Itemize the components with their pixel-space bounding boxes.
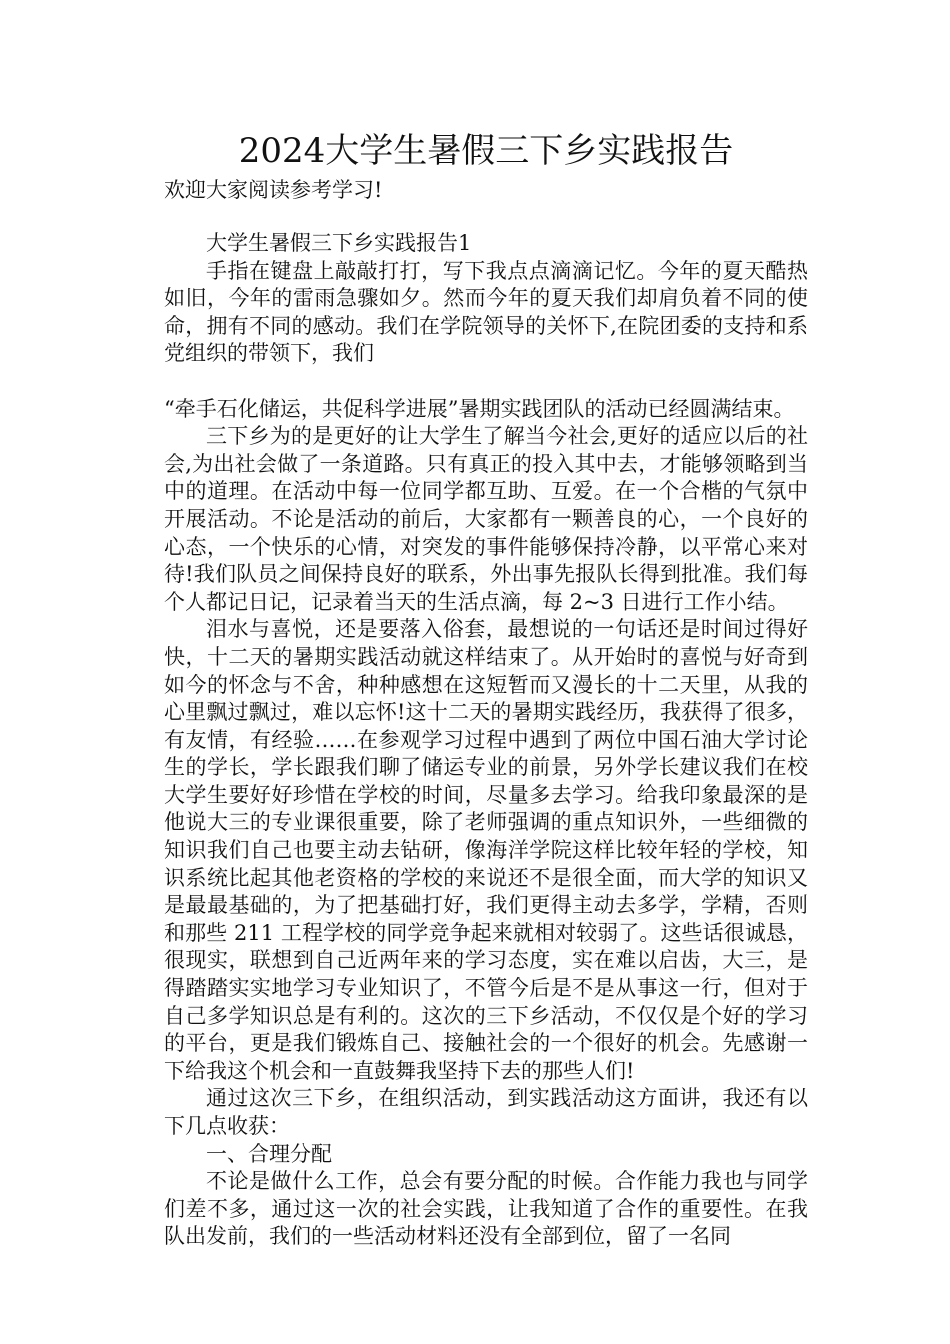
paragraph-reflection: 泪水与喜悦，还是要落入俗套，最想说的一句话还是时间过得好快，十二天的暑期实践活动就这样结束了。从开始时的喜悦与好奇到如今的怀念与不舍，种种感想在这短暂而又漫长的十二天里，从我的心里飘过飘过，难以忘怀!这十二天的暑期实践经历，我获得了很多，有友情，有经验……在参观学习过程中遇到了两位中国石油大学讨论生的学长，学长跟我们聊了储运专业的前景，另外学长建议我们在校大学生要好好珍惜在学校的时间，尽量多去学习。给我印象最深的是他说大三的专业课很重要，除了老师强调的重点知识外，一些细微的知识我们自己也要主动去钻研，像海洋学院这样比较年轻的学校，知识系统比起其他老资格的学校的来说还不是很全面，而大学的知识又是最最基础的，为了把基础打好，我们更得主动去多学，学精，否则和那些 211 工程学校的同学竞争起来就相对较弱了。这些话很诚恳，很现实，联想到自己近两年来的学习态度，实在难以启齿，大三，是得踏踏实实地学习专业知识了，不管今后是不是从事这一行，但对于自己多学知识总是有利的。这次的三下乡活动，不仅仅是个好的学习的平台，更是我们锻炼自己、接触社会的一个很好的机会。先感谢一下给我这个机会和一直鼓舞我坚持下去的那些人们! xyxy=(164,617,808,1083)
blank-line xyxy=(164,368,808,396)
paragraph-gains: 通过这次三下乡，在组织活动，到实践活动这方面讲，我还有以下几点收获： xyxy=(164,1086,808,1138)
document-page xyxy=(164,128,808,1251)
paragraph-allocation: 不论是做什么工作，总会有要分配的时候。合作能力我也与同学们差不多，通过这一次的社会实践，让我知道了合作的重要性。在我队出发前，我们的一些活动材料还没有全部到位，留了一名同 xyxy=(164,1169,808,1249)
paragraph-intro: 手指在键盘上敲敲打打，写下我点点滴滴记忆。今年的夏天酷热如旧，今年的雷雨急骤如夕。然而今年的夏天我们却肩负着不同的使命，拥有不同的感动。我们在学院领导的关怀下,在院团委的支持和系党组织的带领下，我们 xyxy=(164,258,808,366)
document-title: 2024大学生暑假三下乡实践报告 xyxy=(238,131,734,171)
subheading-allocation: 一、合理分配 xyxy=(206,1141,332,1166)
paragraph-purpose: 三下乡为的是更好的让大学生了解当今社会,更好的适应以后的社会,为出社会做了一条道路。只有真正的投入其中去，才能够领略到当中的道理。在活动中每一位同学都互助、互爱。在一个合楷的气氛中开展活动。不论是活动的前后，大家都有一颗善良的心，一个良好的心态，一个快乐的心情，对突发的事件能够保持冷静，以平常心来对待!我们队员之间保持良好的联系，外出事先报队长得到批准。我们每个人都记日记，记录着当天的生活点滴，每 2~3 日进行工作小结。 xyxy=(164,424,808,614)
greeting-line: 欢迎大家阅读参考学习! xyxy=(164,178,383,202)
section-heading: 大学生暑假三下乡实践报告1 xyxy=(206,231,472,255)
paragraph-team-name: “牵手石化储运，共促科学进展”暑期实践团队的活动已经圆满结束。 xyxy=(164,396,795,421)
